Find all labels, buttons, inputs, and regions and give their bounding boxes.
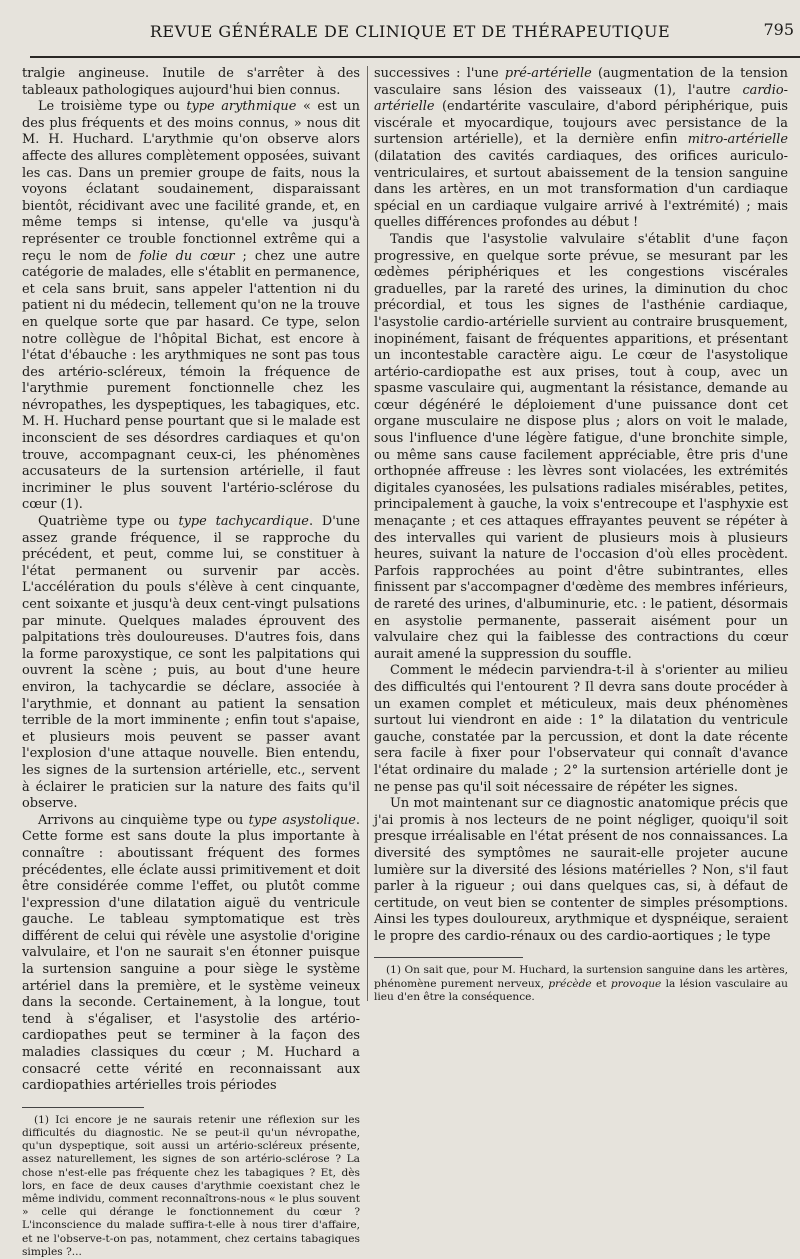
- text: Le troisième type ou: [38, 99, 187, 115]
- emphasis: folie du cœur: [139, 248, 235, 264]
- footnote: [22, 1114, 360, 1259]
- text: . Cette forme est sans doute la plus importante à connaître : aboutissant fréquent des formes précédentes, elle éclate aussi primitivement et doit être considérée comme l'effet, ou plutôt comme l'expression d'une dilatation aiguë du ventricule gauche. Le tableau symptomatique est très différent de celui qui révèle une asystolie d'origine valvulaire, et l'on ne saurait s'en étonner puisque la surtension sanguine a pour siège le système artériel dans la première, et le système veineux dans la seconde. Certainement, à la longue, tout tend à s'égaliser, et l'asystolie des artério-cardiopathes peut se terminer à la façon des maladies classiques du cœur ; M. Huchard a consacré cette vérité en reconnaissant aux cardiopathies artérielles trois périodes: [22, 812, 360, 1094]
- text: successives : l'une: [374, 66, 505, 81]
- emphasis: précède: [548, 977, 592, 990]
- text: et: [591, 977, 611, 990]
- text: Comment le médecin parviendra-t-il à s'orienter au milieu des difficultés qui l'entourent ? Il devra sans doute procéder à un examen complet et méticuleux, mais deux phénomènes surtout lui viendront en aide : 1° la dilatation du ventricule gauche, constatée par la percussion, et dont la date récente sera facile à fixer pour l'observateur qui connaît d'avance l'état ordinaire du malade ; 2° la surtension artérielle dont je ne pense pas qu'il soit nécessaire de répéter les signes.: [374, 663, 788, 795]
- footnote-text: [374, 964, 788, 1004]
- paragraph: [374, 663, 788, 796]
- emphasis: type tachycardique: [178, 514, 309, 530]
- paragraph: [22, 813, 360, 1095]
- footnote-rule: [374, 957, 523, 958]
- emphasis: cardio-artérielle: [374, 82, 788, 115]
- text: (dilatation des cavités cardiaques, des orifices auriculo-ventriculaires, et surtout abaissement de la tension sanguine dans les artères, en un mot transformation d'un cardiaque spécial en un cardiaque vulgaire arrivé à l'extrémité) ; mais quelles différences profondes au début !: [374, 148, 788, 231]
- text: (1) On sait que, pour M. Huchard, la surtension sanguine dans les artères, phénomène purement nerveux,: [374, 964, 788, 990]
- column-divider: [367, 66, 368, 1001]
- text: (endartérite vasculaire, d'abord périphérique, puis viscérale et myocardique, toujours avec persistance de la surtension artérielle), et la dernière enfin: [374, 99, 788, 148]
- paragraph: [22, 514, 360, 813]
- emphasis: type arythmique: [186, 99, 297, 115]
- emphasis: type asystolique: [248, 812, 356, 828]
- text: ; chez une autre catégorie de malades, elle s'établit en permanence, et cela sans bruit, sans appeler l'attention ni du patient ni du médecin, tellement qu'on ne la trouve en quelque sorte que par hasard. Ce type, selon notre collègue de l'hôpital Bichat, est encore à l'état d'ébauche : les arythmiques ne sont pas tous des artério-scléreux, témoin la fréquence de l'arythmie purement fonctionnelle chez les névropathes, les dyspeptiques, les tabagiques, etc. M. H. Huchard pense pourtant que si le malade est inconscient de ses désordres cardiaques et qu'on trouve, accompagnant ceux-ci, les phénomènes accusateurs de la surtension artérielle, il faut incriminer le plus souvent l'artério-sclérose du cœur (1).: [22, 248, 360, 513]
- text: Arrivons au cinquième type ou: [38, 812, 249, 828]
- page-number: 795: [763, 20, 794, 39]
- paragraph: [374, 232, 788, 663]
- footnote: [374, 964, 788, 1004]
- footnote-text: (1) Ici encore je ne saurais retenir une réflexion sur les difficultés du diagnostic. Ne se peut-il qu'un névropathe, qu'un dyspeptique, soit aussi un artério-scléreux présente, assez naturellement, les signes de son artério-sclérose ? La chose n'est-elle pas fréquente chez les tabagiques ? Et, dès lors, en face de deux causes d'arythmie coexistant chez le même individu, comment reconnaîtrons-nous « le plus souvent » celle qui dérange le fonctionnement du cœur ? L'inconscience du malade suffira-t-elle à nous tirer d'affaire, et ne l'observe-t-on pas, notamment, chez certains tabagiques simples ?...: [22, 1113, 360, 1258]
- page-header: [30, 14, 800, 48]
- text: Tandis que l'asystolie valvulaire s'établit d'une façon progressive, en quelque sorte prévue, se mesurant par les œdèmes périphériques et les congestions viscérales graduelles, par la rareté des urines, la diminution du choc précordial, et tous les signes de l'asthénie cardiaque, l'asystolie cardio-artérielle survient au contraire brusquement, inopinément, faisant de fréquentes apparitions, et présentant un incontestable caractère aigu. Le cœur de l'asystolique artério-cardiopathe est aux prises, tout à coup, avec un spasme vasculaire qui, augmentant la résistance, demande au cœur dégénéré le déploiement d'une puissance dont cet organe musculaire ne dispose plus ; alors on voit le malade, sous l'influence d'une légère fatigue, d'une bronchite simple, ou même sans cause facilement appréciable, être pris d'une orthopnée affreuse : les lèvres sont violacées, les extrémités digitales cyanosées, les pulsations radiales misérables, petites, principalement à gauche, la voix s'entrecoupe et l'asphyxie est menaçante ; et ces attaques effrayantes peuvent se répéter à des intervalles qui varient de plusieurs mois à plusieurs heures, suivant la nature de l'occasion d'où elles procèdent. Parfois rapprochées au point d'être subintrantes, elles finissent par s'accompagner d'œdème des membres inférieurs, de rareté des urines, d'albuminurie, etc. : le patient, désormais en asystolie permanente, passerait aisément pour un valvulaire chez qui la faiblesse des contractions du cœur aurait amené la suppression du souffle.: [374, 231, 788, 662]
- paragraph: [374, 796, 788, 945]
- text: . D'une assez grande fréquence, il se rapproche du précédent, et peut, comme lui, se constituer à l'état permanent ou survenir par accès. L'accélération du pouls s'élève à cent cinquante, cent soixante et jusqu'à deux cent-vingt pulsations par minute. Quelques malades éprouvent des palpitations très douloureuses. D'autres fois, dans la forme paroxystique, ce sont les palpitations qui ouvrent la scène ; puis, au bout d'une heure environ, la tachycardie se déclare, associée à l'arythmie, et donnant au patient la sensation terrible de la mort imminente ; enfin tout s'apaise, et plusieurs mois peuvent se passer avant l'explosion d'une attaque nouvelle. Bien entendu, les signes de la surtension artérielle, etc., servent à éclairer le praticien sur la nature des faits qu'il observe.: [22, 514, 360, 812]
- paragraph: [22, 99, 360, 514]
- paragraph: [22, 66, 360, 99]
- text: Un mot maintenant sur ce diagnostic anatomique précis que j'ai promis à nos lecteurs de ne point négliger, quoiqu'il soit presque irréalisable en l'état présent de nos connaissances. La diversité des symptômes ne saurait-elle projeter aucune lumière sur la diversité des lésions matérielles ? Non, s'il faut parler à la rigueur ; oui dans quelques cas, si, à défaut de certitude, on veut bien se contenter de simples présomptions. Ainsi les types douloureux, arythmique et dyspnéique, seraient le propre des cardio-rénaux ou des cardio-aortiques ; le type: [374, 796, 788, 944]
- emphasis: provoque: [610, 977, 662, 990]
- running-title: REVUE GÉNÉRALE DE CLINIQUE ET DE THÉRAPEUTIQUE: [149, 22, 671, 41]
- text: « est un des plus fréquents et des moins connus, » nous dit M. H. Huchard. L'arythmie qu'on observe alors affecte des allures complètement opposées, suivant les cas. Dans un premier groupe de faits, nous la voyons éclatant soudainement, disparaissant bientôt, récidivant avec une facilité grande, et, en même temps si intense, qu'elle va jusqu'à représenter ce trouble fonctionnel extrême qui a reçu le nom de: [22, 99, 360, 264]
- left-column: [22, 66, 360, 1259]
- right-column: [374, 66, 788, 1004]
- emphasis: pré-artérielle: [504, 66, 592, 81]
- text: la lésion vasculaire au lieu d'en être la conséquence.: [374, 977, 789, 1003]
- paragraph: [374, 66, 788, 232]
- footnote-rule: [22, 1107, 144, 1108]
- text: (augmentation de la tension vasculaire sans lésion des vaisseaux (1), l'autre: [374, 66, 788, 98]
- text: Quatrième type ou: [38, 514, 179, 530]
- text: tralgie angineuse. Inutile de s'arrêter à des tableaux pathologiques aujourd'hui bien connus.: [22, 66, 360, 98]
- header-rule: [30, 56, 800, 58]
- emphasis: mitro-artérielle: [687, 132, 788, 148]
